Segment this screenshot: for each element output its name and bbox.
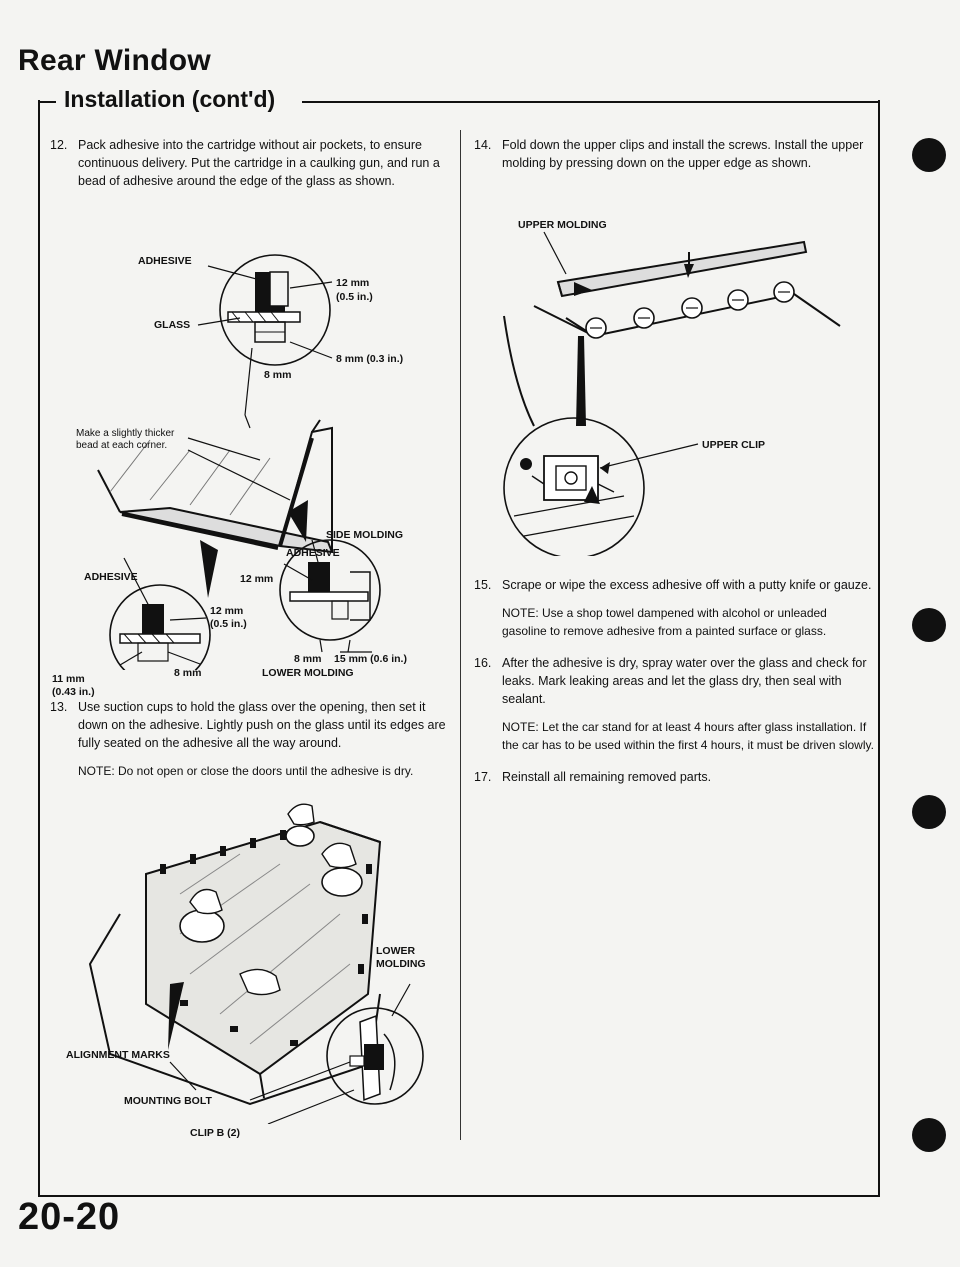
label-adhesive-top: ADHESIVE — [138, 255, 192, 267]
step-13 — [50, 698, 450, 752]
adhesive-bead-diagram — [50, 200, 450, 698]
label-12mm: 12 mm — [336, 277, 370, 289]
step-number: 16. — [474, 656, 492, 670]
label-12mm-b: 12 mm — [210, 605, 244, 617]
page-number: 20-20 — [18, 1196, 121, 1238]
step-text: Scrape or wipe the excess adhesive off with a putty knife or gauze. — [502, 578, 872, 592]
note-15: NOTE: Use a shop towel dampened with alcohol or unleaded gasoline to remove adhesive from a painted surface or glass. — [502, 606, 827, 638]
section-tab-marker — [912, 608, 946, 642]
page-title: Rear Window — [18, 44, 212, 77]
section-tab-marker — [912, 138, 946, 172]
label-corner-note-1: Make a slightly thicker — [76, 428, 175, 439]
label-8mm-b: 8 mm — [294, 653, 322, 665]
section-title: Installation (cont'd) — [64, 86, 276, 112]
step-number: 15. — [474, 578, 492, 592]
label-043in: (0.43 in.) — [52, 686, 95, 698]
label-8mm-c: 8 mm — [174, 667, 202, 679]
step-number: 14. — [474, 138, 492, 152]
step-16 — [474, 654, 874, 708]
label-8mm: 8 mm — [264, 369, 292, 381]
label-05in-b: (0.5 in.) — [210, 618, 247, 630]
step-17 — [474, 768, 874, 786]
step-15 — [474, 576, 874, 594]
label-glass: GLASS — [154, 319, 191, 331]
label-15mm: 15 mm (0.6 in.) — [334, 653, 407, 665]
label-05in: (0.5 in.) — [336, 291, 373, 303]
label-lower-molding: LOWER MOLDING — [262, 667, 354, 679]
label-side-molding: SIDE MOLDING — [326, 529, 404, 541]
step-12 — [50, 136, 450, 190]
step-text: After the adhesive is dry, spray water over the glass and check for leaks. Mark leaking areas and let the glass dry, then seal with sealant. — [502, 656, 867, 706]
label-lower: LOWER — [376, 945, 416, 957]
glass-placement-diagram — [50, 794, 450, 1139]
upper-molding-diagram — [474, 186, 874, 556]
label-mounting-bolt: MOUNTING BOLT — [124, 1095, 212, 1107]
label-upper-clip: UPPER CLIP — [702, 439, 766, 451]
step-text: Use suction cups to hold the glass over the opening, then set it down on the adhesive. Lightly push on the glass until its edges are fully seated on the adhesive all the way around. — [78, 700, 446, 750]
step-text: Pack adhesive into the cartridge without air pockets, to ensure continuous delivery. Put the cartridge in a caulking gun, and run a bead of adhesive around the edge of the glass as shown. — [78, 138, 440, 188]
note-13: NOTE: Do not open or close the doors until the adhesive is dry. — [78, 764, 414, 778]
label-8mm-03in: 8 mm (0.3 in.) — [336, 353, 404, 365]
label-12mm-side: 12 mm — [240, 573, 274, 585]
section-tab-marker — [912, 1118, 946, 1152]
label-alignment-marks: ALIGNMENT MARKS — [66, 1049, 170, 1061]
label-molding: MOLDING — [376, 958, 426, 970]
label-adhesive-side: ADHESIVE — [286, 547, 340, 559]
left-column — [50, 136, 450, 1139]
section-tab-marker — [912, 795, 946, 829]
label-upper-molding: UPPER MOLDING — [518, 219, 607, 231]
step-number: 12. — [50, 138, 68, 152]
step-text: Reinstall all remaining removed parts. — [502, 770, 712, 784]
label-clip-b: CLIP B (2) — [190, 1127, 240, 1139]
column-divider — [460, 130, 461, 1140]
label-11mm: 11 mm — [52, 673, 85, 685]
step-14 — [474, 136, 874, 172]
label-adhesive-left: ADHESIVE — [84, 571, 138, 583]
right-column — [474, 136, 874, 796]
step-text: Fold down the upper clips and install the screws. Install the upper molding by pressing down on the upper edge as shown. — [502, 138, 864, 170]
note-16: NOTE: Let the car stand for at least 4 hours after glass installation. If the car has to be used within the first 4 hours, it must be driven slowly. — [502, 720, 874, 752]
step-number: 13. — [50, 700, 68, 714]
step-number: 17. — [474, 770, 492, 784]
label-corner-note-2: bead at each corner. — [76, 440, 168, 451]
